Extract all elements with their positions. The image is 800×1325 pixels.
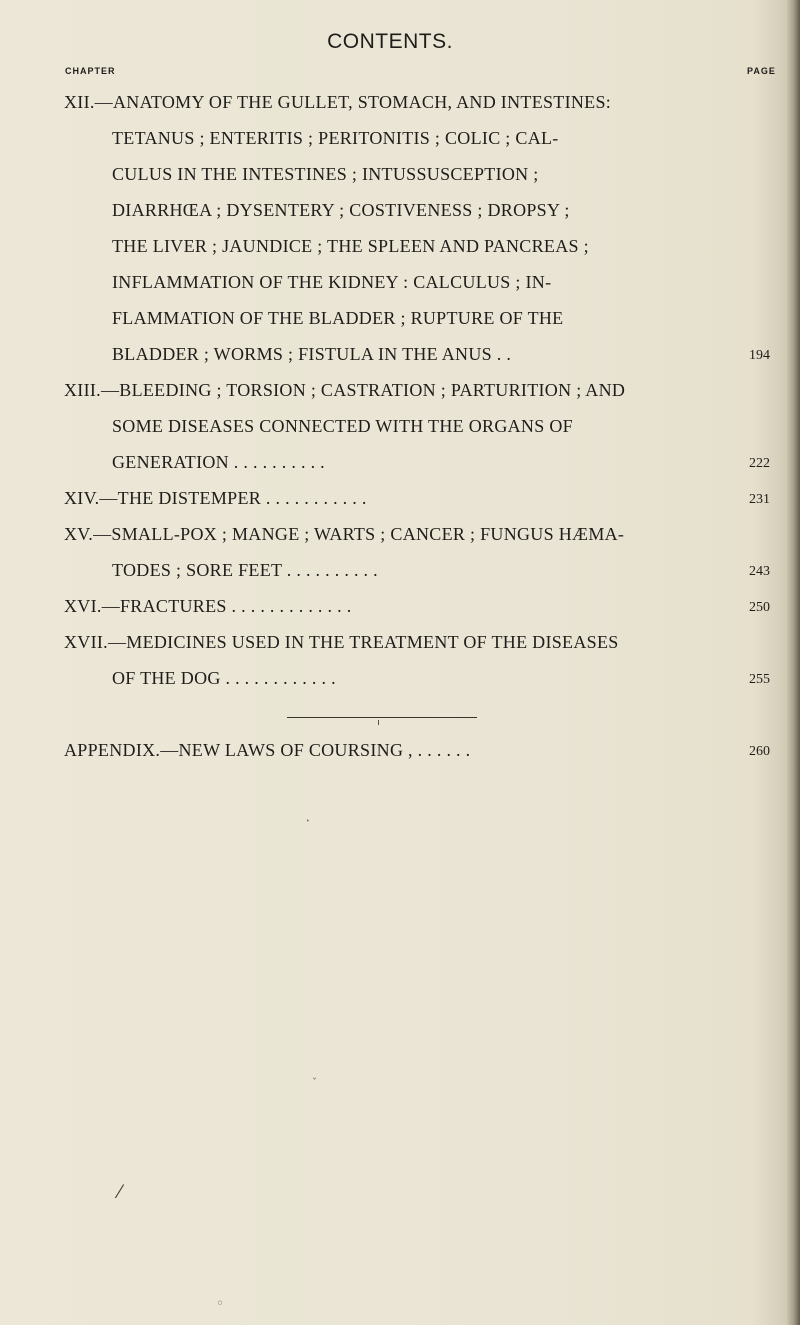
toc-line: GENERATION . . . . . . . . . . (112, 452, 325, 472)
toc-line: XIV.—THE DISTEMPER . . . . . . . . . . . (64, 488, 367, 508)
toc-line: BLADDER ; WORMS ; FISTULA IN THE ANUS . . (112, 344, 512, 364)
toc-line: XIII.—BLEEDING ; TORSION ; CASTRATION ; PARTURITION ; AND (64, 380, 626, 400)
paper-mark: ˇ (312, 1078, 317, 1089)
toc-page-number: 194 (749, 348, 770, 363)
section-divider (287, 717, 477, 718)
appendix-page-number: 260 (749, 744, 770, 759)
toc-line: XVI.—FRACTURES . . . . . . . . . . . . . (64, 596, 352, 616)
appendix-line: APPENDIX.—NEW LAWS OF COURSING , . . . . . . (64, 740, 471, 760)
page-title: CONTENTS. (327, 30, 453, 53)
toc-line: TODES ; SORE FEET . . . . . . . . . . (112, 560, 378, 580)
page-column-label: PAGE (747, 66, 776, 76)
toc-line: OF THE DOG . . . . . . . . . . . . (112, 668, 336, 688)
toc-page-number: 250 (749, 600, 770, 615)
toc-line: FLAMMATION OF THE BLADDER ; RUPTURE OF THE (112, 308, 564, 328)
toc-page-number: 255 (749, 672, 770, 687)
page-edge-shadow (786, 0, 800, 1325)
paper-stain: ◦ (216, 1296, 225, 1312)
divider-tick (378, 720, 379, 725)
paper-speck: • (306, 818, 310, 825)
toc-line: XII.—ANATOMY OF THE GULLET, STOMACH, AND INTESTINES: (64, 92, 612, 112)
toc-page-number: 231 (749, 492, 770, 507)
paper-smudge: ⁄ (118, 1182, 122, 1203)
toc-line: TETANUS ; ENTERITIS ; PERITONITIS ; COLIC ; CAL- (112, 128, 559, 148)
toc-line: XV.—SMALL-POX ; MANGE ; WARTS ; CANCER ; FUNGUS HÆMA- (64, 524, 625, 544)
toc-line: CULUS IN THE INTESTINES ; INTUSSUSCEPTION ; (112, 164, 539, 184)
toc-line: SOME DISEASES CONNECTED WITH THE ORGANS OF (112, 416, 573, 436)
toc-page-number: 222 (749, 456, 770, 471)
chapter-column-label: CHAPTER (65, 66, 116, 76)
toc-line: DIARRHŒA ; DYSENTERY ; COSTIVENESS ; DROPSY ; (112, 200, 570, 220)
toc-line: XVII.—MEDICINES USED IN THE TREATMENT OF THE DISEASES (64, 632, 619, 652)
toc-line: INFLAMMATION OF THE KIDNEY : CALCULUS ; IN- (112, 272, 552, 292)
toc-line: THE LIVER ; JAUNDICE ; THE SPLEEN AND PANCREAS ; (112, 236, 589, 256)
toc-page-number: 243 (749, 564, 770, 579)
